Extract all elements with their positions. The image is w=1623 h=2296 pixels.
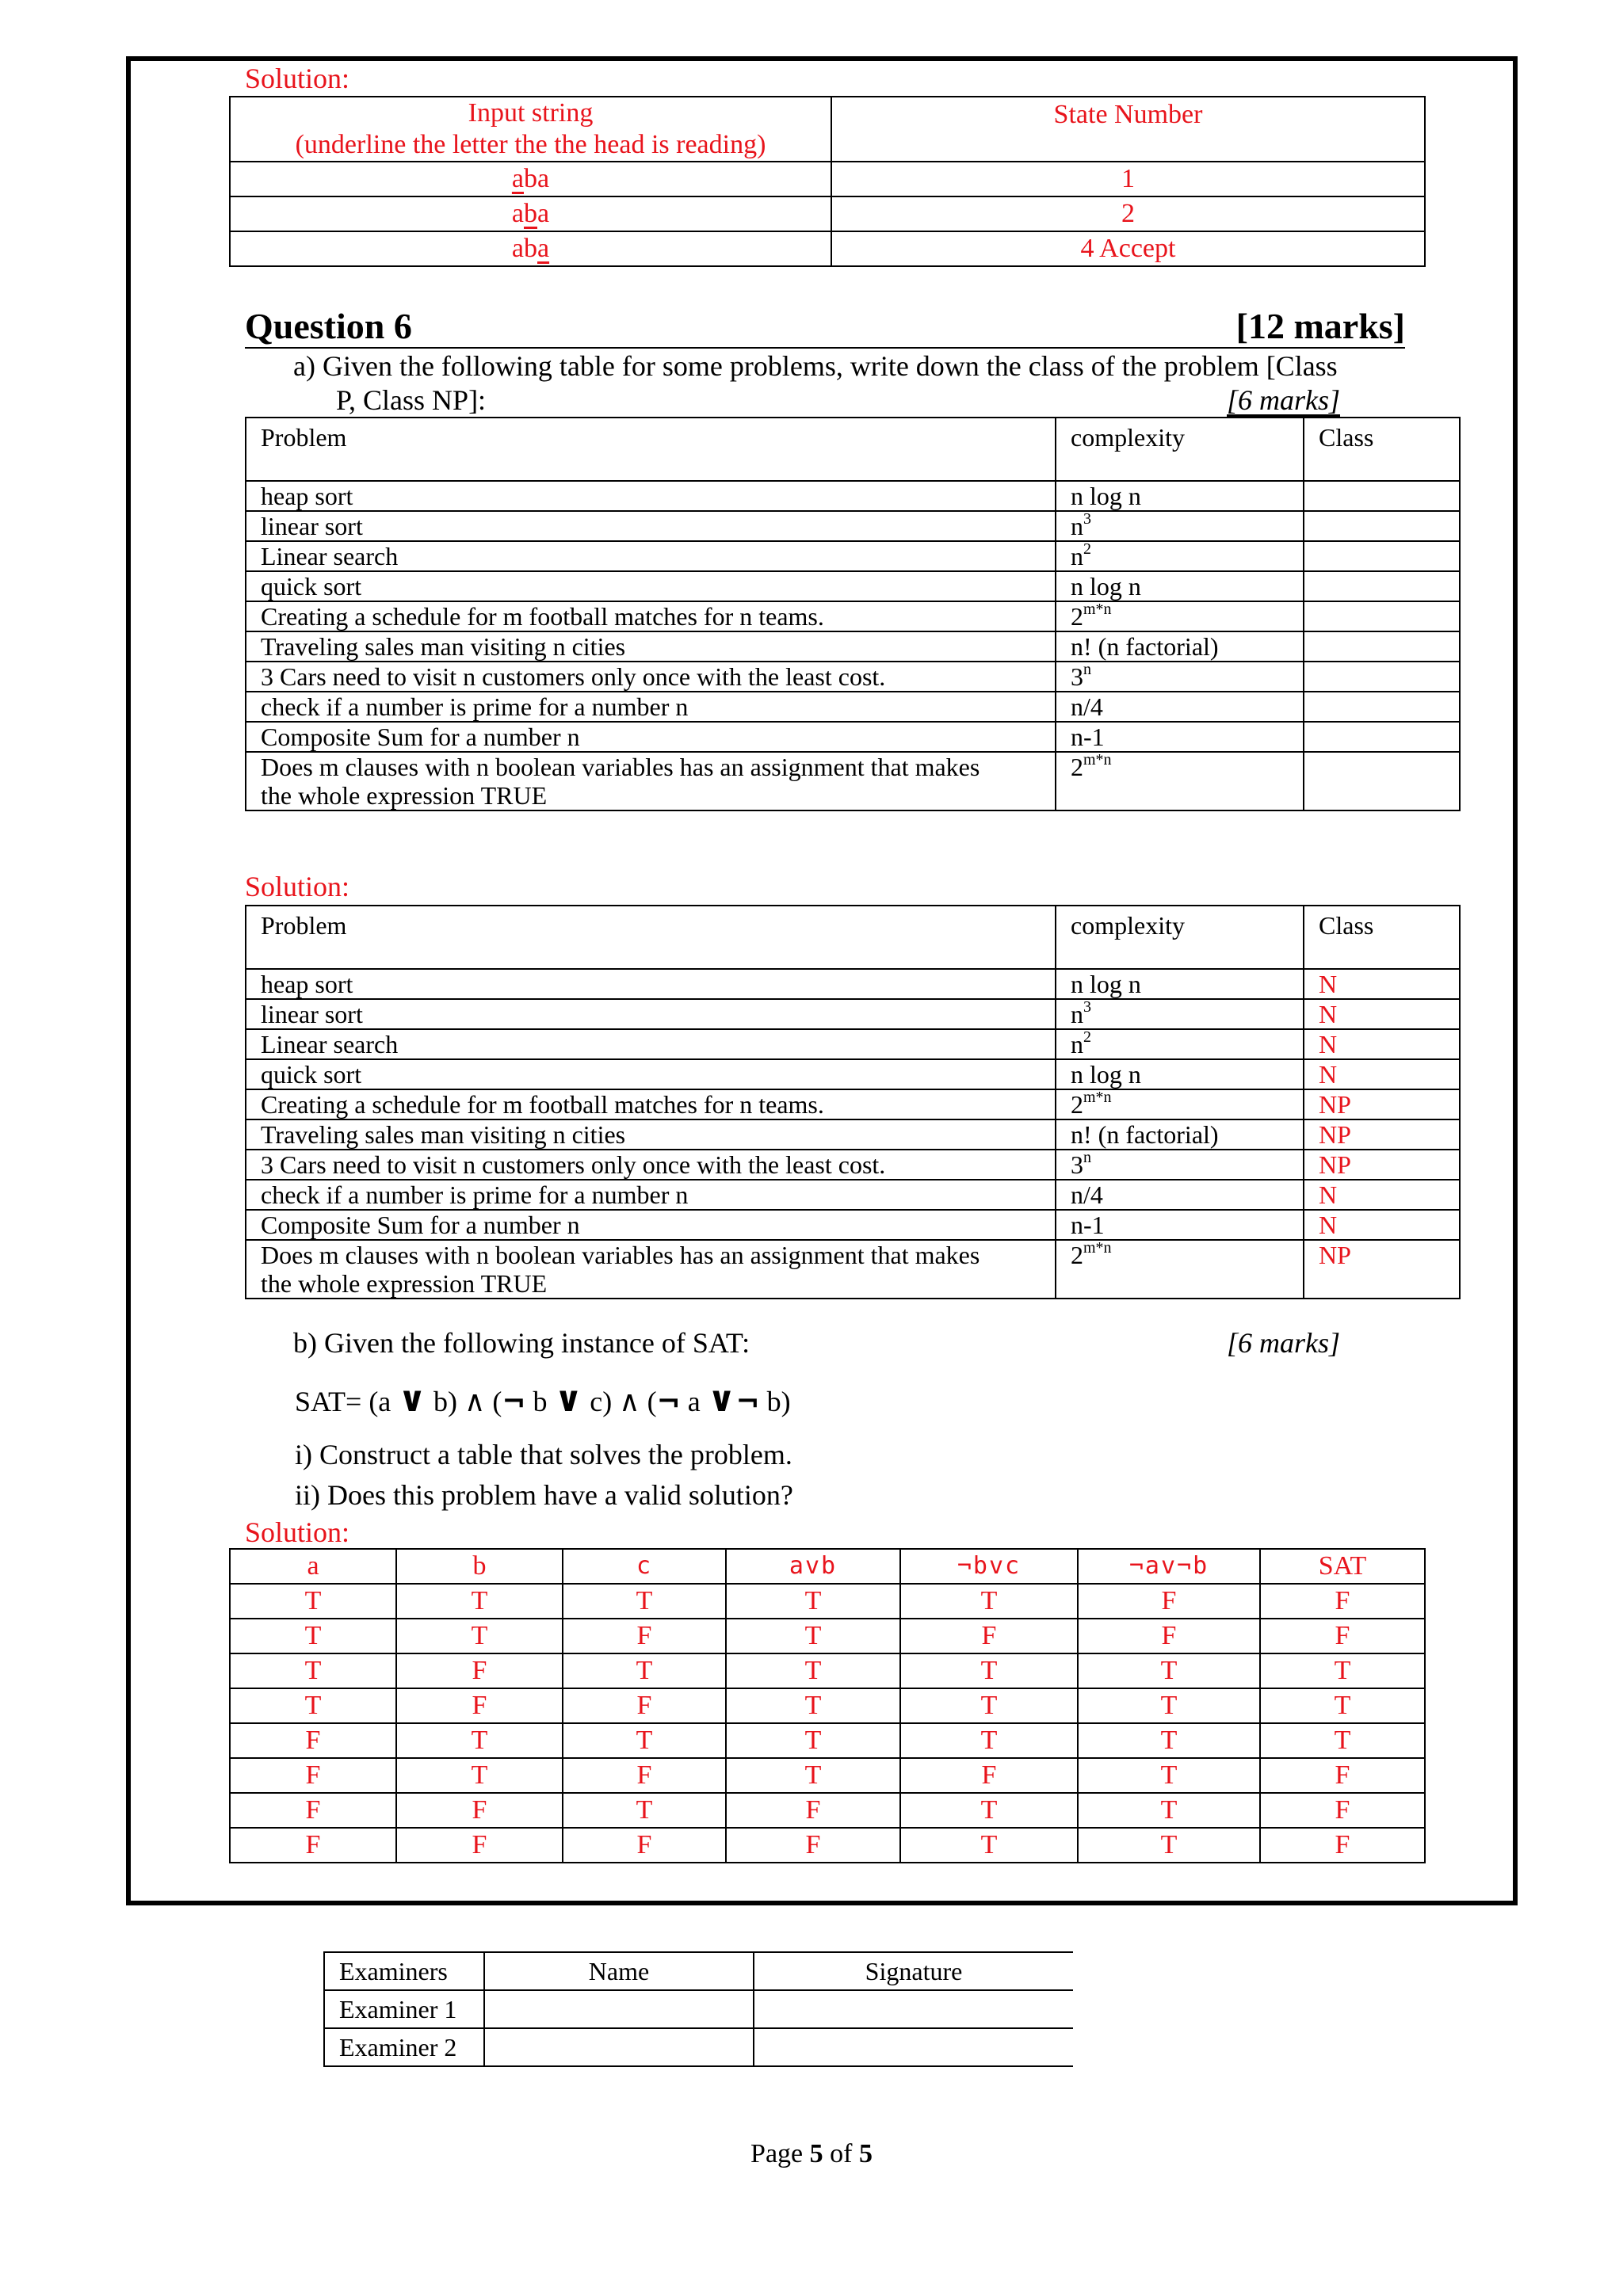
part-b-marks: [6 marks] <box>1227 1327 1341 1359</box>
table-row: F T F T F T F <box>230 1758 1425 1793</box>
table-row: Linear search $n^2$ <box>246 541 1460 571</box>
table-row: linear sort $n^3$ N <box>246 999 1460 1029</box>
table-row: F F F F T T F <box>230 1828 1425 1863</box>
signature-header: Signature <box>754 1952 1073 1990</box>
table-row: quick sort n log n <box>246 571 1460 601</box>
table-row: aba 2 <box>230 196 1425 231</box>
table-row: aba 4 Accept <box>230 231 1425 266</box>
tm-trace-table <box>229 96 1426 267</box>
table-row: linear sort $n^3$ <box>246 511 1460 541</box>
table-row: check if a number is prime for a number n n/4 <box>246 692 1460 722</box>
table-row: Creating a schedule for m football matches for n teams. $2^{m*n}$ NP <box>246 1089 1460 1119</box>
part-b-text: b) Given the following instance of SAT: <box>293 1327 750 1359</box>
table-row: Composite Sum for a number n n-1 N <box>246 1210 1460 1240</box>
table-row: Composite Sum for a number n n-1 <box>246 722 1460 752</box>
question-i: i) Construct a table that solves the problem. <box>295 1439 792 1470</box>
examiners-header: Examiners <box>324 1952 484 1990</box>
examiner-1-signature-cell <box>754 1990 1073 2028</box>
table-header-row: a b c avb ¬bvc ¬av¬b SAT <box>230 1549 1425 1584</box>
solution-label-complexity: Solution: <box>245 871 350 902</box>
state-number-header: State Number <box>831 97 1425 162</box>
table-row: Traveling sales man visiting n cities n! (n factorial) <box>246 631 1460 662</box>
question-6-title: Question 6 [12 marks] <box>245 303 1405 349</box>
table-row: T F T T T T T <box>230 1653 1425 1688</box>
examiner-2-name-cell <box>484 2028 754 2066</box>
part-a-marks: [6 marks] <box>1227 384 1341 416</box>
table-row: 3 Cars need to visit n customers only once with the least cost. 3$^n$ NP <box>246 1150 1460 1180</box>
question-6-marks: [12 marks] <box>1235 306 1405 346</box>
part-a-text-2: P, Class NP]: <box>336 384 487 416</box>
solution-label-sat: Solution: <box>245 1516 350 1548</box>
examiners-table <box>323 1951 1073 2067</box>
solution-label-top: Solution: <box>245 63 350 94</box>
complexity-table-solution: Problem complexity Class heap sort n log n N linear sort $n^3$ N Linear search $n^2$ N quick sort n log n N Creating a schedule for m football matches for n teams. $2^{m*n}$ NP Traveling sales man visiting n cities n! (n factorial) NP 3 Cars need to visit n customers only once with the least cost. 3$^n$ NP check if a number is prime for a number n n/4 N Composite Sum for a number n n-1 N Does m clauses with n boolean variables has an assignment that makes the whole expression TRUE $2^{m*n}$ NP <box>245 905 1461 1299</box>
page-footer: Page 5 of 5 <box>750 2139 873 2168</box>
table-row: F T T T T T T <box>230 1723 1425 1758</box>
examiner-1-name-cell <box>484 1990 754 2028</box>
input-string-header: Input string (underline the letter the the head is reading) <box>230 97 831 162</box>
table-row: Does m clauses with n boolean variables has an assignment that makes the whole expression TRUE $2^{m*n}$ NP <box>246 1240 1460 1299</box>
table-row: T T T T T F F <box>230 1584 1425 1619</box>
sat-truth-table <box>229 1548 1426 1863</box>
table-row: check if a number is prime for a number n n/4 N <box>246 1180 1460 1210</box>
table-row: Examiner 2 <box>324 2028 1073 2066</box>
table-row: F F T F T T F <box>230 1793 1425 1828</box>
sat-expression: SAT= (a ∨ b) ∧ (¬ b ∨ c) ∧ (¬ a ∨¬ b) <box>295 1379 791 1420</box>
table-row: Does m clauses with n boolean variables has an assignment that makes the whole expression TRUE $2^{m*n}$ <box>246 752 1460 810</box>
table-row: Creating a schedule for m football matches for n teams. $2^{m*n}$ <box>246 601 1460 631</box>
table-row: heap sort n log n N <box>246 969 1460 999</box>
table-row: Traveling sales man visiting n cities n! (n factorial) NP <box>246 1119 1460 1150</box>
name-header: Name <box>484 1952 754 1990</box>
table-row: Examiner 1 <box>324 1990 1073 2028</box>
table-row: aba 1 <box>230 162 1425 196</box>
complexity-table-question: Problem complexity Class heap sort n log n linear sort $n^3$ Linear search $n^2$ quick sort n log n Creating a schedule for m football matches for n teams. $2^{m*n}$ Traveling sales man visiting n cities n! (n factorial) 3 Cars need to visit n customers only once with the least cost. 3$^n$ check if a number is prime for a number n n/4 Composite Sum for a number n n-1 Does m clauses with n boolean variables has an assignment that makes the whole expression TRUE $2^{m*n}$ <box>245 417 1461 811</box>
table-row: T F F T T T T <box>230 1688 1425 1723</box>
question-ii: ii) Does this problem have a valid solution? <box>295 1479 793 1511</box>
table-row: heap sort n log n <box>246 481 1460 511</box>
examiner-2-signature-cell <box>754 2028 1073 2066</box>
table-row: 3 Cars need to visit n customers only once with the least cost. 3$^n$ <box>246 662 1460 692</box>
table-row: quick sort n log n N <box>246 1059 1460 1089</box>
table-row: T T F T F F F <box>230 1619 1425 1653</box>
table-row: Linear search $n^2$ N <box>246 1029 1460 1059</box>
part-a-text: a) Given the following table for some problems, write down the class of the problem [Class <box>293 350 1338 382</box>
